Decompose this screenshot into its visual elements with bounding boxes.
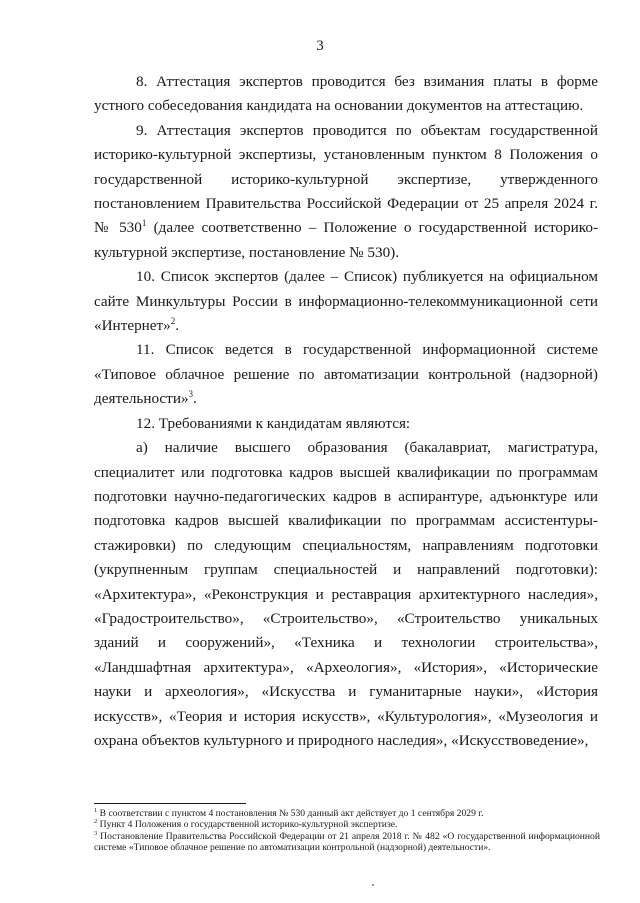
scan-speck [372,884,374,886]
footnote-ref-2[interactable]: 2 [170,316,176,326]
footnote-text: В соответствии с пунктом 4 постановления № 530 данный акт действует до 1 сентября 2029 г. [97,808,484,819]
footnote-item-2 [94,819,600,830]
paragraph-text: 11. Список ведется в государственной информационной системе «Типовое облачное решение по автоматизации контрольной (надзорной) деятельности» [94,341,598,408]
body-text [94,70,598,753]
paragraph-item-10 [94,265,598,338]
page-number: 3 [316,38,324,54]
footnote-mark: 2 [94,818,98,826]
paragraph-text: а) наличие высшего образования (бакалавриат, магистратура, специалитет или подготовка кадров высшей квалификации по программам подготовки научно-педагогических кадров в аспирантуре, адъюнктуре или подготовка кадров высшей квалификации по программам ассистентуры-стажировки) по следующим специальностям, направлениям подготовки (укрупненным группам специальностей и направлений подготовки): «Архитектура», «Реконструкция и реставрация архитектурного наследия», «Градостроительство», «Строительство», «Строительство уникальных зданий и сооружений», «Техника и технологии строительства», «Ландшафтная архитектура», «Археология», «История», «Исторические науки и археология», «Искусства и гуманитарные науки», «История искусств», «Теория и история искусств», «Культурология», «Музеология и охрана объектов культурного и природного наследия», «Искусствоведение», [94,439,598,749]
paragraph-text-tail: (далее соответственно – Положение о государственной историко-культурной экспертизе, постановление № 530). [94,219,598,261]
paragraph-item-8 [94,70,598,119]
footnote-mark: 1 [94,806,98,814]
paragraph-item-12 [94,412,598,436]
paragraph-text: 9. Аттестация экспертов проводится по объектам государственной историко-культурной экспертизы, установленным пунктом 8 Положения о государственной историко-культурной экспертизе, утвержденного постановлением Правительства Российской Федерации от 25 апреля 2024 г. № 530 [94,121,598,237]
footnote-divider [94,803,246,804]
footnotes [94,808,600,854]
footnote-ref-1[interactable]: 1 [141,218,147,229]
paragraph-text: 10. Список экспертов (далее – Список) публикуется на официальном сайте Минкультуры России в информационно-телекоммуникационной сети «Интернет» [94,268,598,335]
footnote-mark: 3 [94,829,98,837]
footnote-ref-3[interactable]: 3 [188,389,194,400]
footnote-text: Постановление Правительства Российской Федерации от 21 апреля 2018 г. № 482 «О государственной информационной системе «Типовое облачное решение по автоматизации контрольной (надзорной) деятельности». [94,830,600,854]
footnote-item-1 [94,808,600,819]
paragraph-text: 8. Аттестация экспертов проводится без взимания платы в форме устного собеседования кандидата на основании документов на аттестацию. [94,73,598,115]
paragraph-text-tail: . [193,390,197,408]
paragraph-text-tail: . [175,317,180,335]
paragraph-item-12a [94,436,598,753]
footnote-item-3 [94,831,600,854]
paragraph-text: 12. Требованиями к кандидатам являются: [136,414,411,432]
footnote-text: Пункт 4 Положения о государственной историко-культурной экспертизе. [97,819,398,831]
paragraph-item-11 [94,338,598,411]
paragraph-item-9 [94,119,598,265]
